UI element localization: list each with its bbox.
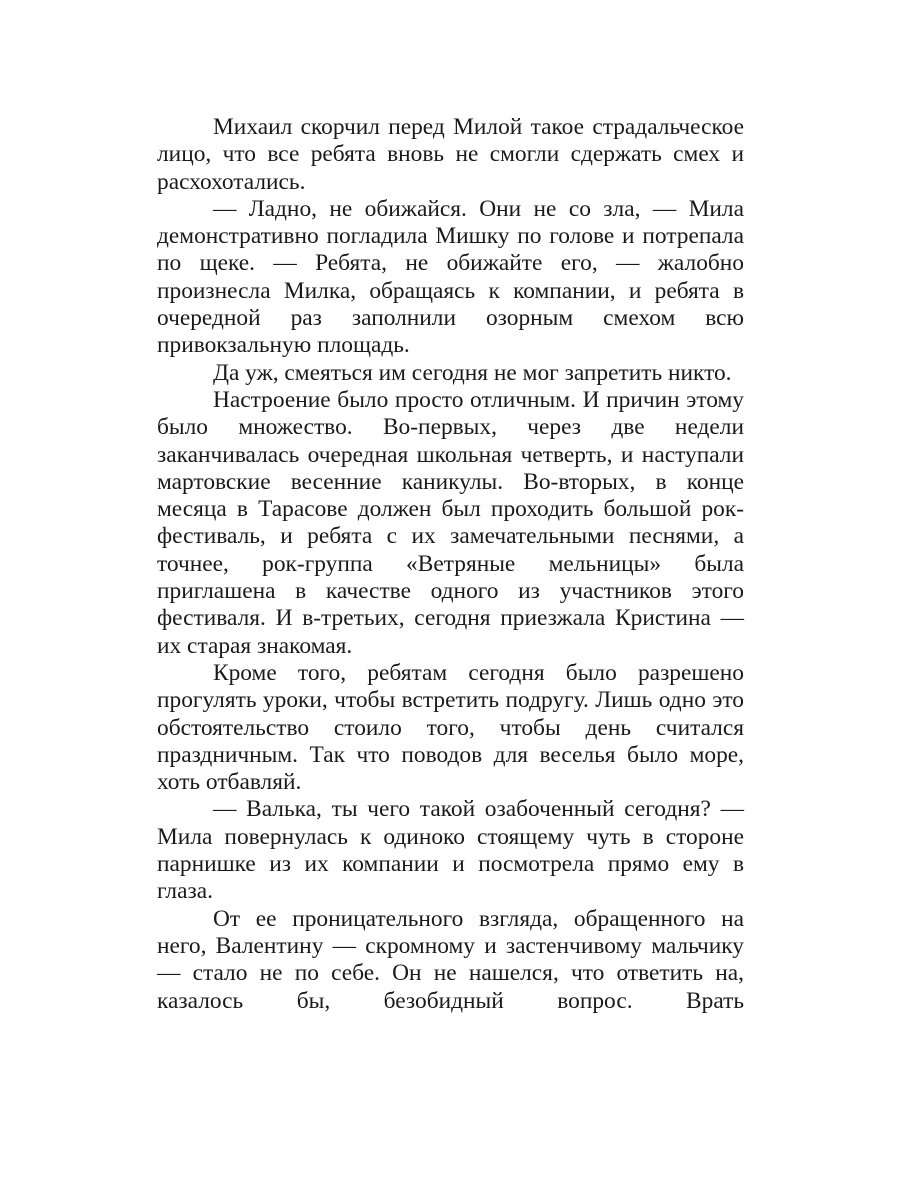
page-text (157, 114, 744, 1015)
paragraph-7: От ее проницательного взгляда, обращенного на него, Валентину — скромному и застенчивому мальчику — стало не по себе. Он не нашелся, что ответить на, казалось бы, безобидный вопрос. Врать (157, 905, 744, 1014)
paragraph-6: — Валька, ты чего такой озабоченный сегодня? — Мила повернулась к одиноко стоящему чуть в стороне парнишке из их компании и посмотрела прямо ему в глаза. (157, 796, 744, 905)
paragraph-2: — Ладно, не обижайся. Они не со зла, — Мила демонстративно погладила Мишку по голове и потрепала по щеке. — Ребята, не обижайте его, — жалобно произнесла Милка, обращаясь к компании, и ребята в очередной раз заполнили озорным смехом всю привокзальную площадь. (157, 195, 744, 359)
paragraph-5: Кроме того, ребятам сегодня было разрешено прогулять уроки, чтобы встретить подругу. Лишь одно это обстоятельство стоило того, чтобы день считался праздничным. Так что поводов для веселья было море, хоть отбавляй. (157, 659, 744, 796)
paragraph-3: Да уж, смеяться им сегодня не мог запретить никто. (213, 359, 732, 386)
paragraph-4: Настроение было просто отличным. И причин этому было множество. Во-первых, через две недели заканчивалась очередная школьная четверть, и наступали мартовские весенние каникулы. Во-вторых, в конце месяца в Тарасове должен был проходить большой рок-фестиваль, и ребята с их замечательными песнями, а точнее, рок-группа «Ветряные мельницы» была приглашена в качестве одного из участников этого фестиваля. И в-третьих, сегодня приезжала Кристина — их старая знакомая. (157, 386, 744, 659)
paragraph-1: Михаил скорчил перед Милой такое страдальческое лицо, что все ребята вновь не смогли сдержать смех и расхохотались. (157, 114, 744, 195)
